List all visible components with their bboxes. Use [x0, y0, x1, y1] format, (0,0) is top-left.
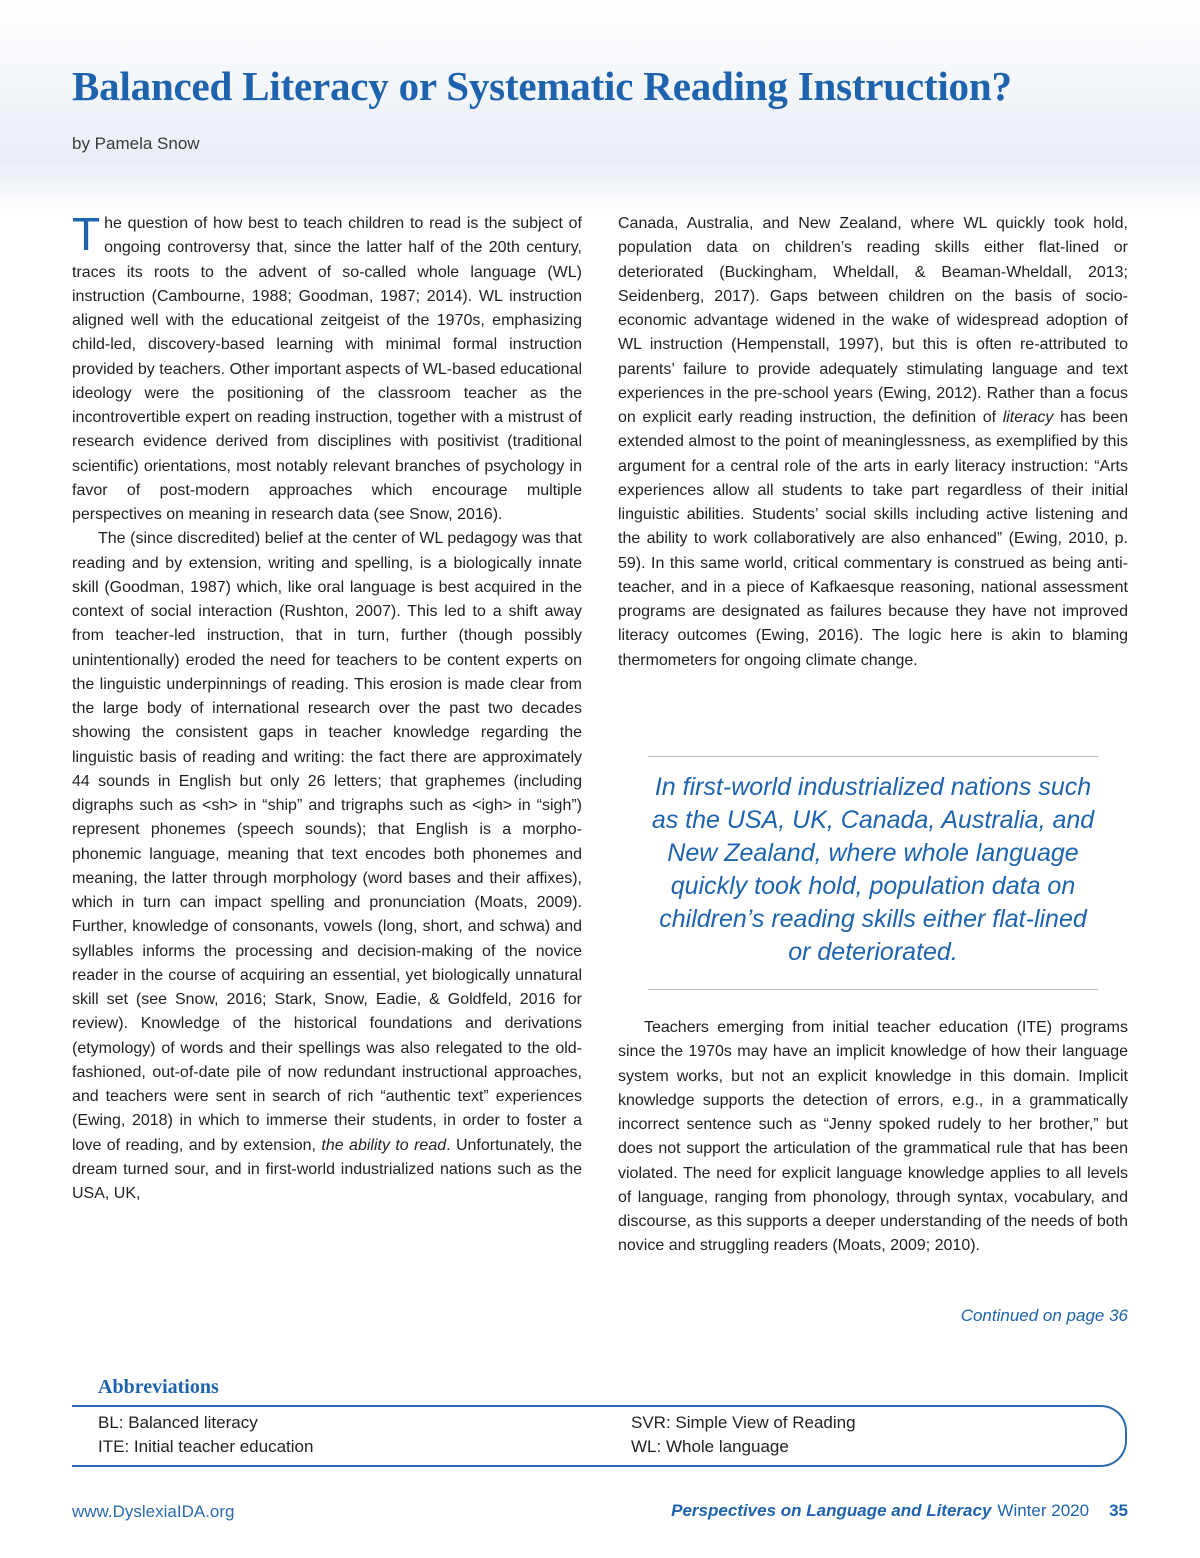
- emphasis-text: the ability to read: [321, 1136, 447, 1154]
- right-column-top: [618, 212, 1128, 673]
- paragraph-text: Canada, Australia, and New Zealand, where WL quickly took hold, population data on children’s reading skills either flat-lined or deteriorated (Buckingham, Wheldall, & Beaman-Wheldall, 2013; Seidenberg, 2017). Gaps between children on the basis of socio-economic advantage widened in the wake of widespread adoption of WL instruction (Hempenstall, 1997), but this is often re-attributed to parents’ failure to provide adequately stimulating language and text experiences in the pre-school years (Ewing, 2012). Rather than a focus on explicit early reading instruction, the definition of: [618, 215, 1128, 426]
- page-number: 35: [1109, 1501, 1128, 1520]
- footer-publication: [671, 1501, 1128, 1521]
- paragraph-text: he question of how best to teach children to read is the subject of ongoing controversy that, since the latter half of the 20th century, traces its roots to the advent of so-called whole language (WL) instruction (Cambourne, 1988; Goodman, 1987; 2014). WL instruction aligned well with the educational zeitgeist of the 1970s, emphasizing child-led, discovery-based learning with minimal formal instruction provided by teachers. Other important aspects of WL-based educational ideology were the positioning of the classroom teacher as the incontrovertible expert on reading instruction, together with a mistrust of research evidence derived from disciplines with positivist (traditional scientific) orientations, most notably relevant branches of psychology in favor of post-modern approaches which encourage multiple perspectives on meaning in research data (see Snow, 2016).: [72, 215, 582, 523]
- paragraph-text: has been extended almost to the point of meaninglessness, as exemplified by this argument for a central role of the arts in early literacy instruction: “Arts experiences allow all students to take part regardless of their initial linguistic abilities. Students’ social skills including active listening and the ability to work collaboratively are also enhanced” (Ewing, 2010, p. 59). In this same world, critical commentary is construed as being anti-teacher, and in a piece of Kafkaesque reasoning, national assessment programs are designated as failures because they have not improved literacy outcomes (Ewing, 2016). The logic here is akin to blaming thermometers for ongoing climate change.: [618, 409, 1129, 669]
- issue-label: Winter 2020: [997, 1501, 1090, 1520]
- paragraph-text: The (since discredited) belief at the center of WL pedagogy was that reading and by extension, writing and spelling, is a biologically innate skill (Goodman, 1987) which, like oral language is best acquired in the context of social interaction (Rushton, 2007). This led to a shift away from teacher-led instruction, that in turn, further (though possibly unintentionally) eroded the need for teachers to be content experts on the linguistic underpinnings of reading. This erosion is made clear from the large body of international research over the past two decades showing the consistent gaps in teacher knowledge regarding the linguistic basis of reading and writing: the fact there are approximately 44 sounds in English but only 26 letters; that graphemes (including digraphs such as <sh> in “ship” and trigraphs such as <igh> in “sigh”) represent phonemes (speech sounds); that English is a morpho-phonemic language, meaning that text encodes both phonemes and meaning, the latter through morphology (word bases and their affixes), which in turn can impact spelling and pronunciation (Moats, 2009). Further, knowledge of consonants, vowels (long, short, and schwa) and syllables informs the processing and decision-making of the novice reader in the course of acquiring an essential, yet biologically unnatural skill set (see Snow, 2016; Stark, Snow, Eadie, & Goldfeld, 2016 for review). Knowledge of the historical foundations and derivations (etymology) of words and their spellings was also relegated to the old-fashioned, out-of-date pile of now redundant instructional approaches, and teachers were sent in search of rich “authentic text” experiences (Ewing, 2018) in which to immerse their students, in order to foster a love of reading, and by extension,: [72, 530, 582, 1154]
- byline: by Pamela Snow: [72, 134, 200, 153]
- abbreviation-item: WL: Whole language: [631, 1437, 789, 1456]
- paragraph-text: . Unfortunately, the dream turned sour, and in first-world industrialized nations such as the USA, UK,: [72, 1136, 583, 1202]
- continued-link[interactable]: Continued on page 36: [960, 1306, 1128, 1325]
- pull-quote-text: In first-world industrialized nations such as the USA, UK, Canada, Australia, and New Zealand, where whole language quickly took hold, population data on children’s reading skills either flat-lined or deteriorated.: [651, 773, 1095, 966]
- abbreviation-item: SVR: Simple View of Reading: [631, 1413, 856, 1432]
- abbreviation-item: ITE: Initial teacher education: [98, 1437, 314, 1456]
- journal-name: Perspectives on Language and Literacy: [671, 1501, 992, 1520]
- website-link[interactable]: www.DyslexiaIDA.org: [72, 1502, 235, 1521]
- paragraph: Teachers emerging from initial teacher education (ITE) programs since the 1970s may have an implicit knowledge of how their language system works, but not an explicit knowledge in this domain. Implicit knowledge supports the detection of errors, e.g., in a grammatically incorrect sentence such as “Jenny spoked rudely to her brother,” but does not support the articulation of the grammatical rule that has been violated. The need for explicit language knowledge applies to all levels of language, ranging from phonology, through syntax, vocabulary, and discourse, as this supports a deeper understanding of the needs of both novice and struggling readers (Moats, 2009; 2010).: [618, 1019, 1128, 1255]
- abbreviation-item: BL: Balanced literacy: [98, 1413, 258, 1432]
- left-column: [72, 208, 583, 1206]
- article-title: Balanced Literacy or Systematic Reading Instruction?: [72, 63, 1012, 109]
- paragraph: [72, 527, 582, 1206]
- paragraph: [618, 212, 1128, 673]
- pull-quote: [648, 756, 1098, 990]
- right-column-bottom: [618, 1016, 1128, 1259]
- drop-cap: T: [72, 208, 101, 260]
- abbreviations-heading: Abbreviations: [98, 1376, 219, 1398]
- paragraph: [72, 208, 582, 527]
- emphasis-text: literacy: [1002, 409, 1054, 426]
